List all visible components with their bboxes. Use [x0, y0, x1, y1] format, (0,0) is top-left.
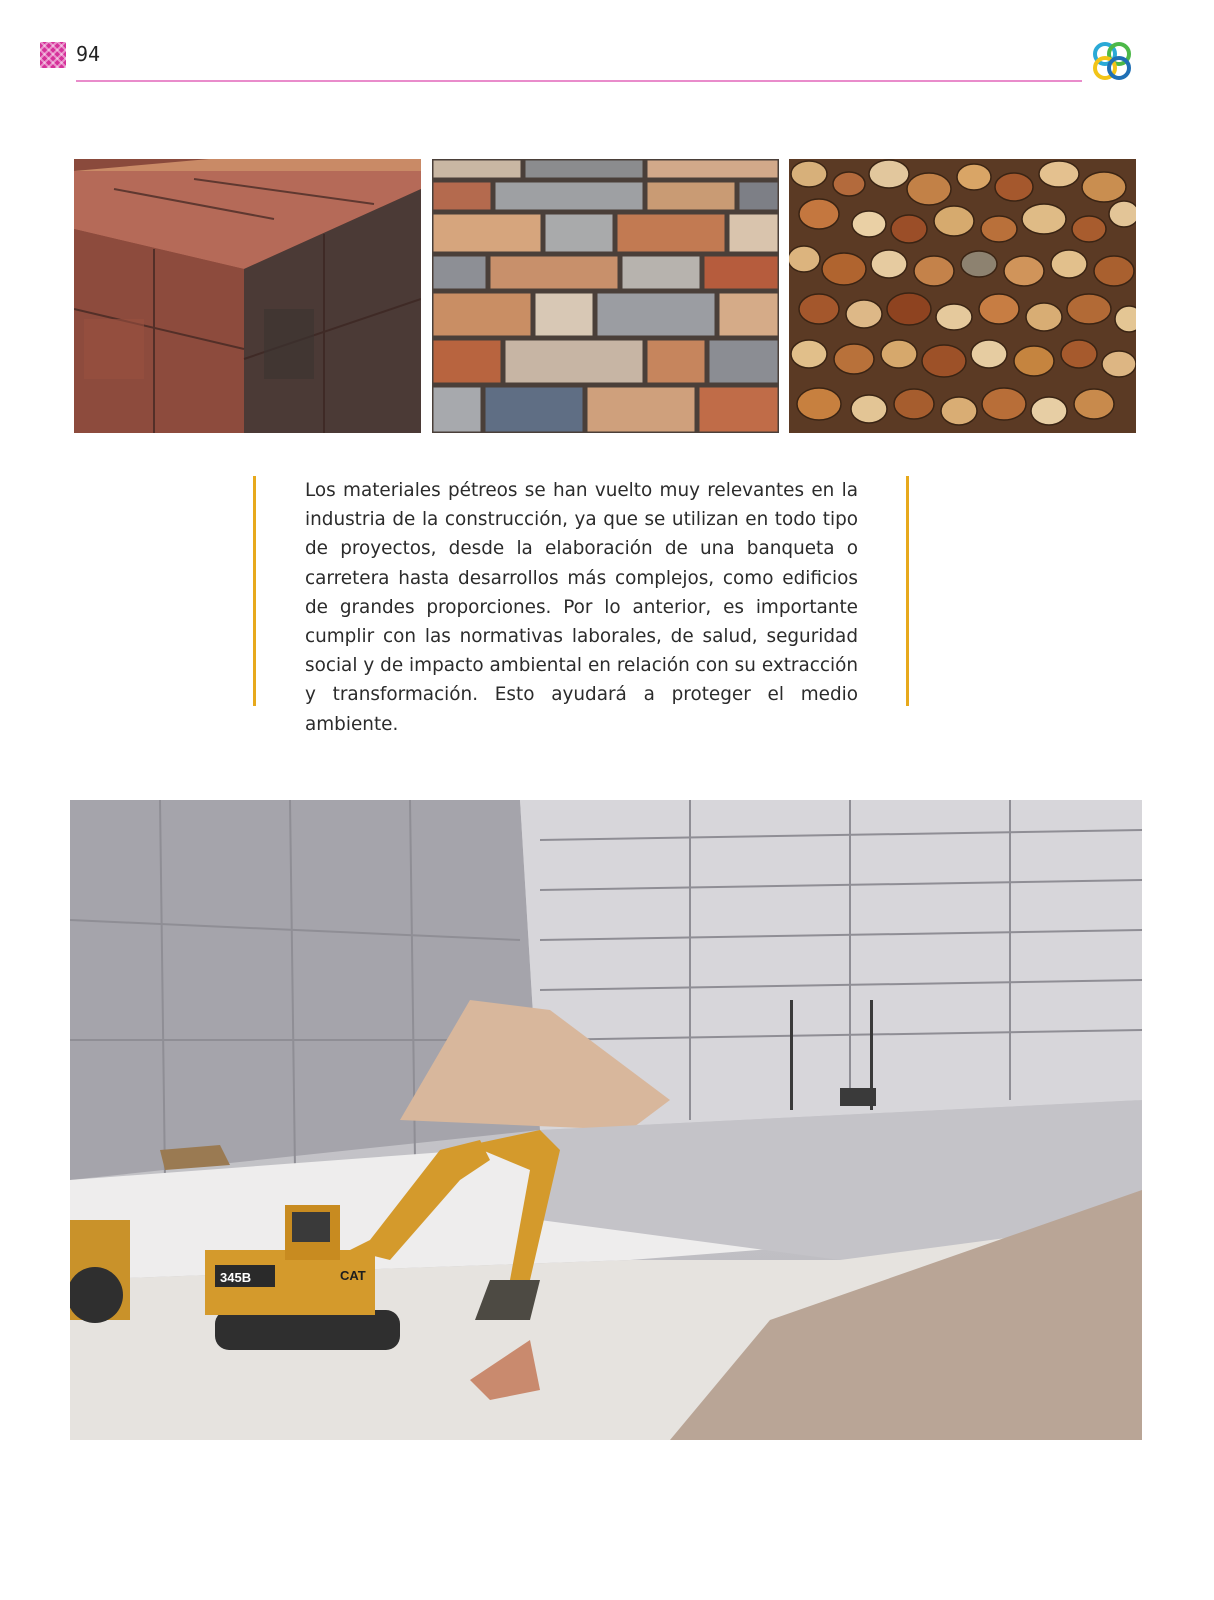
page-number: 94: [76, 42, 101, 66]
text-callout: [253, 476, 909, 735]
interlocking-rings-logo-icon: [1089, 38, 1135, 84]
photo-gravel: [789, 159, 1136, 433]
machine-model-label: 345B: [220, 1270, 252, 1285]
body-paragraph: Los materiales pétreos se han vuelto muy relevantes en la industria de la construcción, ya que se utilizan en todo tipo de proyectos, desde la elaboración de una banqueta o carretera hasta desarrollos más complejos, como edificios de grandes proporciones. Por lo anterior, es importante cumplir con las normativas laborales, de salud, seguridad social y de impacto ambiental en relación con su extracción y transformación. Esto ayudará a proteger el medio ambiente.: [305, 480, 858, 735]
mosaic-badge-icon: [40, 42, 66, 68]
callout-rule-right: [906, 476, 909, 706]
photo-stone-wall: [432, 159, 779, 433]
machine-brand-label: CAT: [340, 1268, 366, 1283]
photo-stone-blocks: [74, 159, 421, 433]
callout-rule-left: [253, 476, 256, 706]
header-rule: [76, 80, 1082, 82]
photo-marble-quarry: [70, 800, 1142, 1440]
